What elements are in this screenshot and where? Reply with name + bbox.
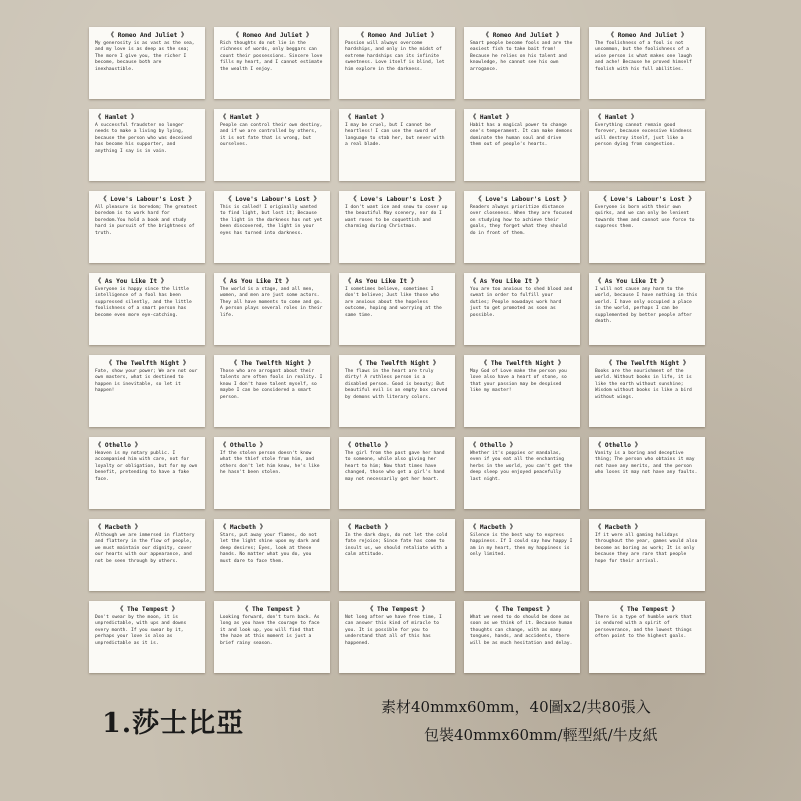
- quote-card-text: Whether it's poppies or mandalas, even if you eat all the enchanting herbs in the world, you can't get the deep sleep you enjoyed peacefully last night.: [470, 451, 573, 482]
- quote-card: [589, 109, 705, 181]
- quote-card-text: Vanity is a boring and deceptive thing; The person who obtains it may not have any merits, and the person who loses it may not have any faults.: [595, 451, 698, 476]
- quote-card-title: 《 Macbeth 》: [95, 524, 141, 531]
- quote-card-text: Heaven is my notary public. I accompanied him with care, not for loyalty or obligation, but for my own benefit, pretending to have a fake face.: [95, 451, 198, 482]
- quote-card-text: Readers always prioritize distance over closeness. When they are focused on studying how to achieve their goals, they forget what they should do in front of them.: [470, 205, 573, 236]
- quote-card-text: People can control their own destiny, and if we are controlled by others, it is not fate that is wrong, but ourselves.: [220, 123, 323, 148]
- quote-card-title: 《 Othello 》: [595, 442, 641, 449]
- quote-card: [214, 191, 330, 263]
- quote-card-text: A successful fraudster no longer needs to make a living by lying, because the person who was deceived has become his supporter, and anything I say is in vain.: [95, 123, 192, 154]
- quote-card-title: 《 As You Like It 》: [95, 278, 167, 285]
- quote-card-text: Fate, show your power; We are not our own masters, what is destined to happen is inevitable, so let it happen!: [95, 369, 198, 394]
- quote-card-title: 《 As You Like It 》: [470, 278, 542, 285]
- quote-card: [589, 273, 705, 345]
- quote-card: [464, 519, 580, 591]
- quote-card-text: I may be cruel, but I cannot be heartless! I can use the sword of language to stab her, but never with a real blade.: [345, 123, 445, 148]
- quote-card-text: The flaws in the heart are truly dirty! A ruthless person is a disabled person. Good is beauty; But beautiful evil is an empty box carved by demons with literary colors.: [345, 369, 448, 400]
- quote-card-title: 《 As You Like It 》: [220, 278, 292, 285]
- quote-card-text: This is called! I originally wanted to find light, but lost it; Because the light in the darkness has not yet been discovered, the light in your eyes has turned into darkness.: [220, 205, 323, 236]
- quote-card: [339, 191, 455, 263]
- quote-card-text: The girl from the past gave her hand to someone, while also giving her heart to him; Now that times have changed, those who get a girl's hand may not necessarily get her heart.: [345, 451, 445, 482]
- quote-card-text: May God of Love make the person you love also have a heart of stone, so that your passion may be despised like my master!: [470, 369, 567, 394]
- quote-card-text: Stars, put away your flames, do not let the light shine upon my dark and deep desires; Eyes, look at these hands. No matter what you do, you must dare to face them.: [220, 533, 320, 564]
- quote-card: [89, 519, 205, 591]
- quote-card: [464, 355, 580, 427]
- quote-card-title: 《 The Twelfth Night 》: [480, 360, 565, 367]
- quote-card-text: The foolishness of a fool is not uncommon, but the foolishness of a wise person is what makes one laugh and ache! Because he proved himself foolish with his full abilities.: [595, 41, 692, 72]
- quote-card-title: 《 As You Like It 》: [595, 278, 667, 285]
- quote-card-text: Looking forward, don't turn back. As long as you have the courage to face it and look up, you will find that the haze at this moment is just a brief rainy season.: [220, 615, 320, 646]
- quote-card: [339, 519, 455, 591]
- quote-card: [589, 601, 705, 673]
- quote-card-title: 《 Love's Labour's Lost 》: [475, 196, 570, 203]
- quote-card-text: Rich thoughts do not lie in the richness of words, only beggars can count their possessions. Sincere love fills my heart, and I cannot estimate the wealth I enjoy.: [220, 41, 323, 72]
- quote-card: [339, 273, 455, 345]
- quote-card-text: If the stolen person doesn't know what the thief stole from him, and others don't let him know, he's like he hasn't been stolen.: [220, 451, 320, 476]
- quote-card-text: The world is a stage, and all men, women, and men are just some actors. They all have moments to come and go. A person plays several roles in their life.: [220, 287, 323, 318]
- quote-card: [589, 355, 705, 427]
- quote-card-text: Everyone is happy since the little intelligence of a fool has been suppressed silently, and the little foolishness of a smart person has become even more eye-catching.: [95, 287, 192, 318]
- quote-card: [214, 109, 330, 181]
- quote-card-title: 《 Love's Labour's Lost 》: [100, 196, 195, 203]
- quote-card: [464, 273, 580, 345]
- quote-card: [214, 519, 330, 591]
- product-title: 1.莎士比亞: [102, 708, 245, 739]
- quote-card-text: Everyone is born with their own quirks, and we can only be lenient towards them and cannot use force to suppress them.: [595, 205, 695, 230]
- quote-card: [339, 27, 455, 99]
- quote-card-text: All pleasure is boredom; The greatest boredom is to work hard for boredom.You hold a book and study hard in pursuit of the brightness of truth.: [95, 205, 198, 236]
- quote-card-title: 《 Love's Labour's Lost 》: [350, 196, 445, 203]
- quote-card-title: 《 Hamlet 》: [595, 114, 638, 121]
- quote-card: [464, 27, 580, 99]
- quote-card-title: 《 Macbeth 》: [345, 524, 391, 531]
- quote-card: [89, 27, 205, 99]
- quote-card-text: Habit has a magical power to change one's temperament. It can make demons dominate the human soul and drive them out of people's hearts.: [470, 123, 573, 148]
- quote-card-title: 《 The Twelfth Night 》: [605, 360, 690, 367]
- quote-card: [339, 109, 455, 181]
- quote-card-text: Books are the nourishment of the world. Without books in life, it is like the earth without sunshine; Wisdom without books is like a bird without wings.: [595, 369, 692, 400]
- quote-card-title: 《 The Tempest 》: [117, 606, 178, 613]
- quote-card-title: 《 The Tempest 》: [367, 606, 428, 613]
- quote-card-title: 《 Love's Labour's Lost 》: [600, 196, 695, 203]
- quote-card-text: Silence is the best way to express happiness. If I could say how happy I am in my heart, then my happiness is only limited.: [470, 533, 573, 558]
- quote-card-text: Although we are immersed in flattery and flattery in the flow of people, we must maintain our dignity, cover our hearts with our appearance, and not be seen through by others.: [95, 533, 195, 564]
- quote-card: [214, 437, 330, 509]
- quote-card: [589, 519, 705, 591]
- quote-card-title: 《 The Twelfth Night 》: [230, 360, 315, 367]
- quote-card-title: 《 Romeo And Juliet 》: [357, 32, 438, 39]
- quote-card-text: You are too anxious to shed blood and sweat in order to fulfill your duties; People nowadays work hard just to get promoted as soon as possible.: [470, 287, 573, 318]
- quote-card-text: I will not cause any harm to the world, because I have nothing in this world. I have only occupied a place in the world, perhaps I can be supplemented by better people after death.: [595, 287, 698, 325]
- quote-card: [214, 273, 330, 345]
- quote-card-text: Smart people become fools and are the easiest fish to take bait from! Because he relies on his talent and knowledge, he cannot see his own arrogance.: [470, 41, 573, 72]
- quote-card: [89, 109, 205, 181]
- quote-card-title: 《 Hamlet 》: [220, 114, 263, 121]
- quote-card: [89, 355, 205, 427]
- spec-size-count: 素材40mmx60mm，40圖x2/共80張入: [381, 698, 651, 716]
- quote-card-text: There is a type of humble work that is endured with a spirit of perseverance, and the lowest things often point to the highest goals.: [595, 615, 692, 640]
- quote-card: [214, 355, 330, 427]
- quote-card-title: 《 Othello 》: [95, 442, 141, 449]
- quote-card-title: 《 The Twelfth Night 》: [355, 360, 440, 367]
- quote-card-title: 《 Romeo And Juliet 》: [107, 32, 188, 39]
- quote-card-title: 《 The Tempest 》: [617, 606, 678, 613]
- quote-card-text: If it were all gaming holidays throughout the year, games would also become as boring as work; It is only because they are rare that people hope for their arrival.: [595, 533, 698, 564]
- quote-card-title: 《 Macbeth 》: [595, 524, 641, 531]
- quote-card-title: 《 The Tempest 》: [492, 606, 553, 613]
- quote-card-title: 《 Othello 》: [345, 442, 391, 449]
- quote-card-text: Everything cannot remain good forever, because excessive kindness will destroy itself, just like a person dying from congestion.: [595, 123, 692, 148]
- quote-card-text: In the dark days, do not let the cold fate rejoice; Since fate has come to insult us, we should retaliate with a calm attitude.: [345, 533, 448, 558]
- quote-card-title: 《 Love's Labour's Lost 》: [225, 196, 320, 203]
- quote-card: [589, 191, 705, 263]
- spec-packaging: 包裝40mmx60mm/輕型紙/牛皮紙: [424, 726, 658, 744]
- quote-card-title: 《 Othello 》: [220, 442, 266, 449]
- quote-card: [589, 437, 705, 509]
- quote-card: [214, 601, 330, 673]
- sticker-grid: [89, 27, 705, 675]
- quote-card: [464, 601, 580, 673]
- quote-card: [464, 191, 580, 263]
- quote-card-title: 《 The Tempest 》: [242, 606, 303, 613]
- quote-card-text: Passion will always overcome hardships, and only in the midst of extreme hardships can its infinite sweetness. Love itself is blind, let him explore in the darkness.: [345, 41, 445, 72]
- quote-card: [89, 273, 205, 345]
- quote-card: [589, 27, 705, 99]
- quote-card-title: 《 Macbeth 》: [220, 524, 266, 531]
- quote-card: [339, 355, 455, 427]
- quote-card-title: 《 The Twelfth Night 》: [105, 360, 190, 367]
- quote-card-text: Not long after we have free time, I can answer this kind of miracle to you. It is possible for you to understand that all of this has happened.: [345, 615, 442, 646]
- quote-card: [89, 191, 205, 263]
- quote-card-text: Those who are arrogant about their talents are often fools in reality. I know I don't have talent myself, so maybe I can be considered a smart person.: [220, 369, 323, 400]
- quote-card-title: 《 As You Like It 》: [345, 278, 417, 285]
- quote-card-title: 《 Hamlet 》: [95, 114, 138, 121]
- quote-card: [339, 601, 455, 673]
- quote-card: [339, 437, 455, 509]
- quote-card-title: 《 Othello 》: [470, 442, 516, 449]
- quote-card: [214, 27, 330, 99]
- quote-card: [89, 601, 205, 673]
- quote-card-title: 《 Romeo And Juliet 》: [232, 32, 313, 39]
- quote-card-text: What we need to do should be done as soon as we think of it. Because human thoughts can change, with as many tongues, hands, and accidents, there will be as much hesitation and delay.: [470, 615, 573, 646]
- quote-card-title: 《 Macbeth 》: [470, 524, 516, 531]
- quote-card-title: 《 Romeo And Juliet 》: [482, 32, 563, 39]
- quote-card-title: 《 Romeo And Juliet 》: [607, 32, 688, 39]
- quote-card: [464, 109, 580, 181]
- quote-card-text: My generosity is as vast as the sea, and my love is as deep as the sea; The more I give you, the richer I become, because both are inexhaustible.: [95, 41, 195, 72]
- quote-card-text: Don't swear by the moon, it is unpredictable, with ups and downs every month. If you swear by it, perhaps your love is also as unpredictable as it is.: [95, 615, 187, 646]
- quote-card-title: 《 Hamlet 》: [345, 114, 388, 121]
- quote-card-text: I don't want ice and snow to cover up the beautiful May scenery, nor do I want roses to be coquettish and charming during Christmas.: [345, 205, 448, 230]
- quote-card-title: 《 Hamlet 》: [470, 114, 513, 121]
- quote-card: [89, 437, 205, 509]
- quote-card: [464, 437, 580, 509]
- quote-card-text: I sometimes believe, sometimes I don't believe; Just like those who are anxious about the hopeless outcome, hoping and worrying at the same time.: [345, 287, 442, 318]
